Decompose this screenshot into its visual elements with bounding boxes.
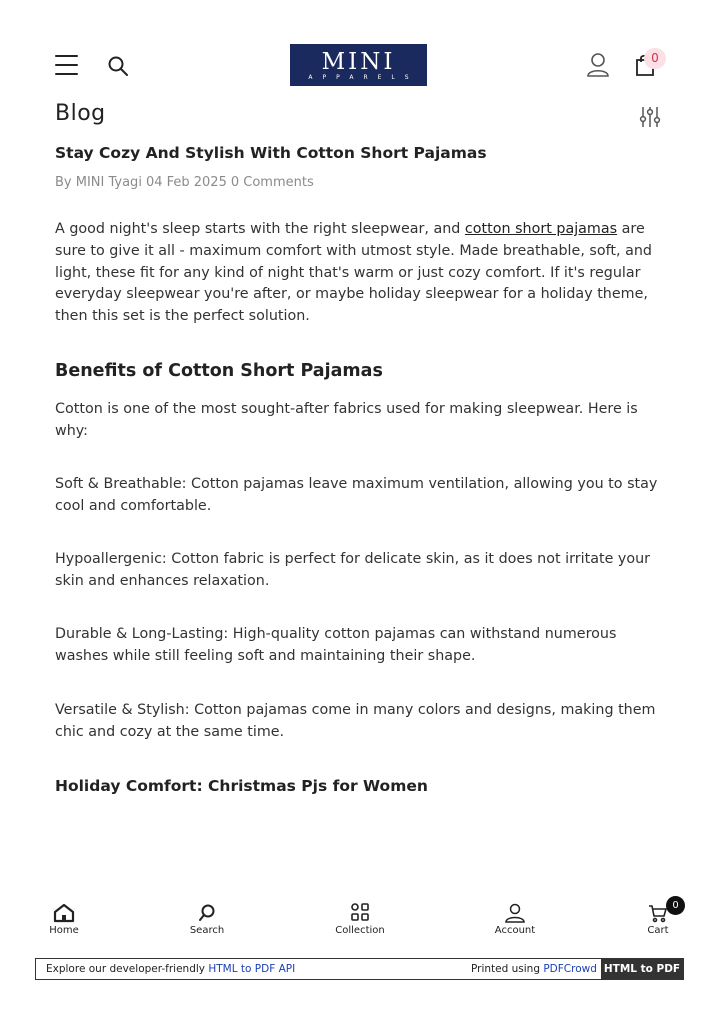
post-date: 04 Feb 2025 [145,175,227,190]
nav-account[interactable] [475,895,555,936]
pdfcrowd-link[interactable]: PDFCrowd [543,963,597,975]
benefit-hypoallergenic: Hypoallergenic: Cotton fabric is perfect for delicate skin, as it does not irritate your skin and enhances relaxation. [55,551,651,589]
nav-home[interactable] [24,895,104,936]
post-author: By MINI Tyagi [55,175,142,190]
logo-sub-text: APPARELS [308,74,419,81]
cart-icon [648,903,668,923]
post-comments[interactable]: 0 Comments [230,175,314,190]
logo[interactable] [290,44,427,86]
post-meta [55,175,318,190]
nav-home-label: Home [49,925,79,936]
nav-search[interactable] [167,895,247,936]
pdf-mid-text: Printed using [471,963,544,975]
nav-cart-label: Cart [647,925,669,936]
cotton-short-pajamas-link[interactable]: cotton short pajamas [464,221,618,237]
search-icon[interactable] [106,54,130,78]
html-to-pdf-button[interactable]: HTML to PDF [601,959,683,979]
pdf-left-text: Explore our developer-friendly [46,963,209,975]
benefits-intro: Cotton is one of the most sought-after fabrics used for making sleepwear. Here is why: [55,401,638,439]
home-icon [53,903,75,923]
intro-paragraph [55,219,667,328]
nav-collection[interactable] [320,895,400,936]
benefit-soft-breathable: Soft & Breathable: Cotton pajamas leave maximum ventilation, allowing you to stay cool and comfortable. [55,476,658,514]
nav-account-label: Account [494,925,536,936]
nav-collection-label: Collection [335,925,385,936]
benefits-heading: Benefits of Cotton Short Pajamas [55,361,383,381]
post-title: Stay Cozy And Stylish With Cotton Short Pajamas [55,144,487,162]
pdf-footer-mid [471,963,597,975]
intro-text-before: A good night's sleep starts with the right sleepwear, and [55,221,465,237]
html-to-pdf-api-link[interactable]: HTML to PDF API [208,963,296,975]
cart-count-badge: 0 [644,48,666,69]
account-icon [505,903,525,923]
bottom-nav [0,895,720,945]
search-icon [197,903,217,923]
pdf-footer-left [46,963,295,975]
menu-icon[interactable] [55,55,78,75]
grid-icon [350,903,370,923]
nav-search-label: Search [189,925,225,936]
pdf-footer-bar [35,958,684,980]
account-icon[interactable] [586,52,610,78]
intro-text-after: are sure to give it all - maximum comfort with utmost style. Made breathable, soft, and light, these fit for any kind of night that's warm or just cozy comfort. If it's regular everyday sleepwear you're after, or maybe holiday sleepwear for a holiday theme, then this set is the perfect solution. [55,221,652,325]
logo-main-text: MINI [321,49,396,75]
benefit-versatile: Versatile & Stylish: Cotton pajamas come in many colors and designs, making them chic and cozy at the same time. [55,702,656,740]
benefit-durable: Durable & Long-Lasting: High-quality cotton pajamas can withstand numerous washes while still feeling soft and maintaining their shape. [55,626,617,664]
page-title: Blog [55,101,106,126]
filter-icon[interactable] [639,106,661,128]
holiday-heading: Holiday Comfort: Christmas Pjs for Women [55,777,428,795]
nav-cart-count: 0 [666,896,685,915]
nav-cart[interactable] [618,895,698,936]
